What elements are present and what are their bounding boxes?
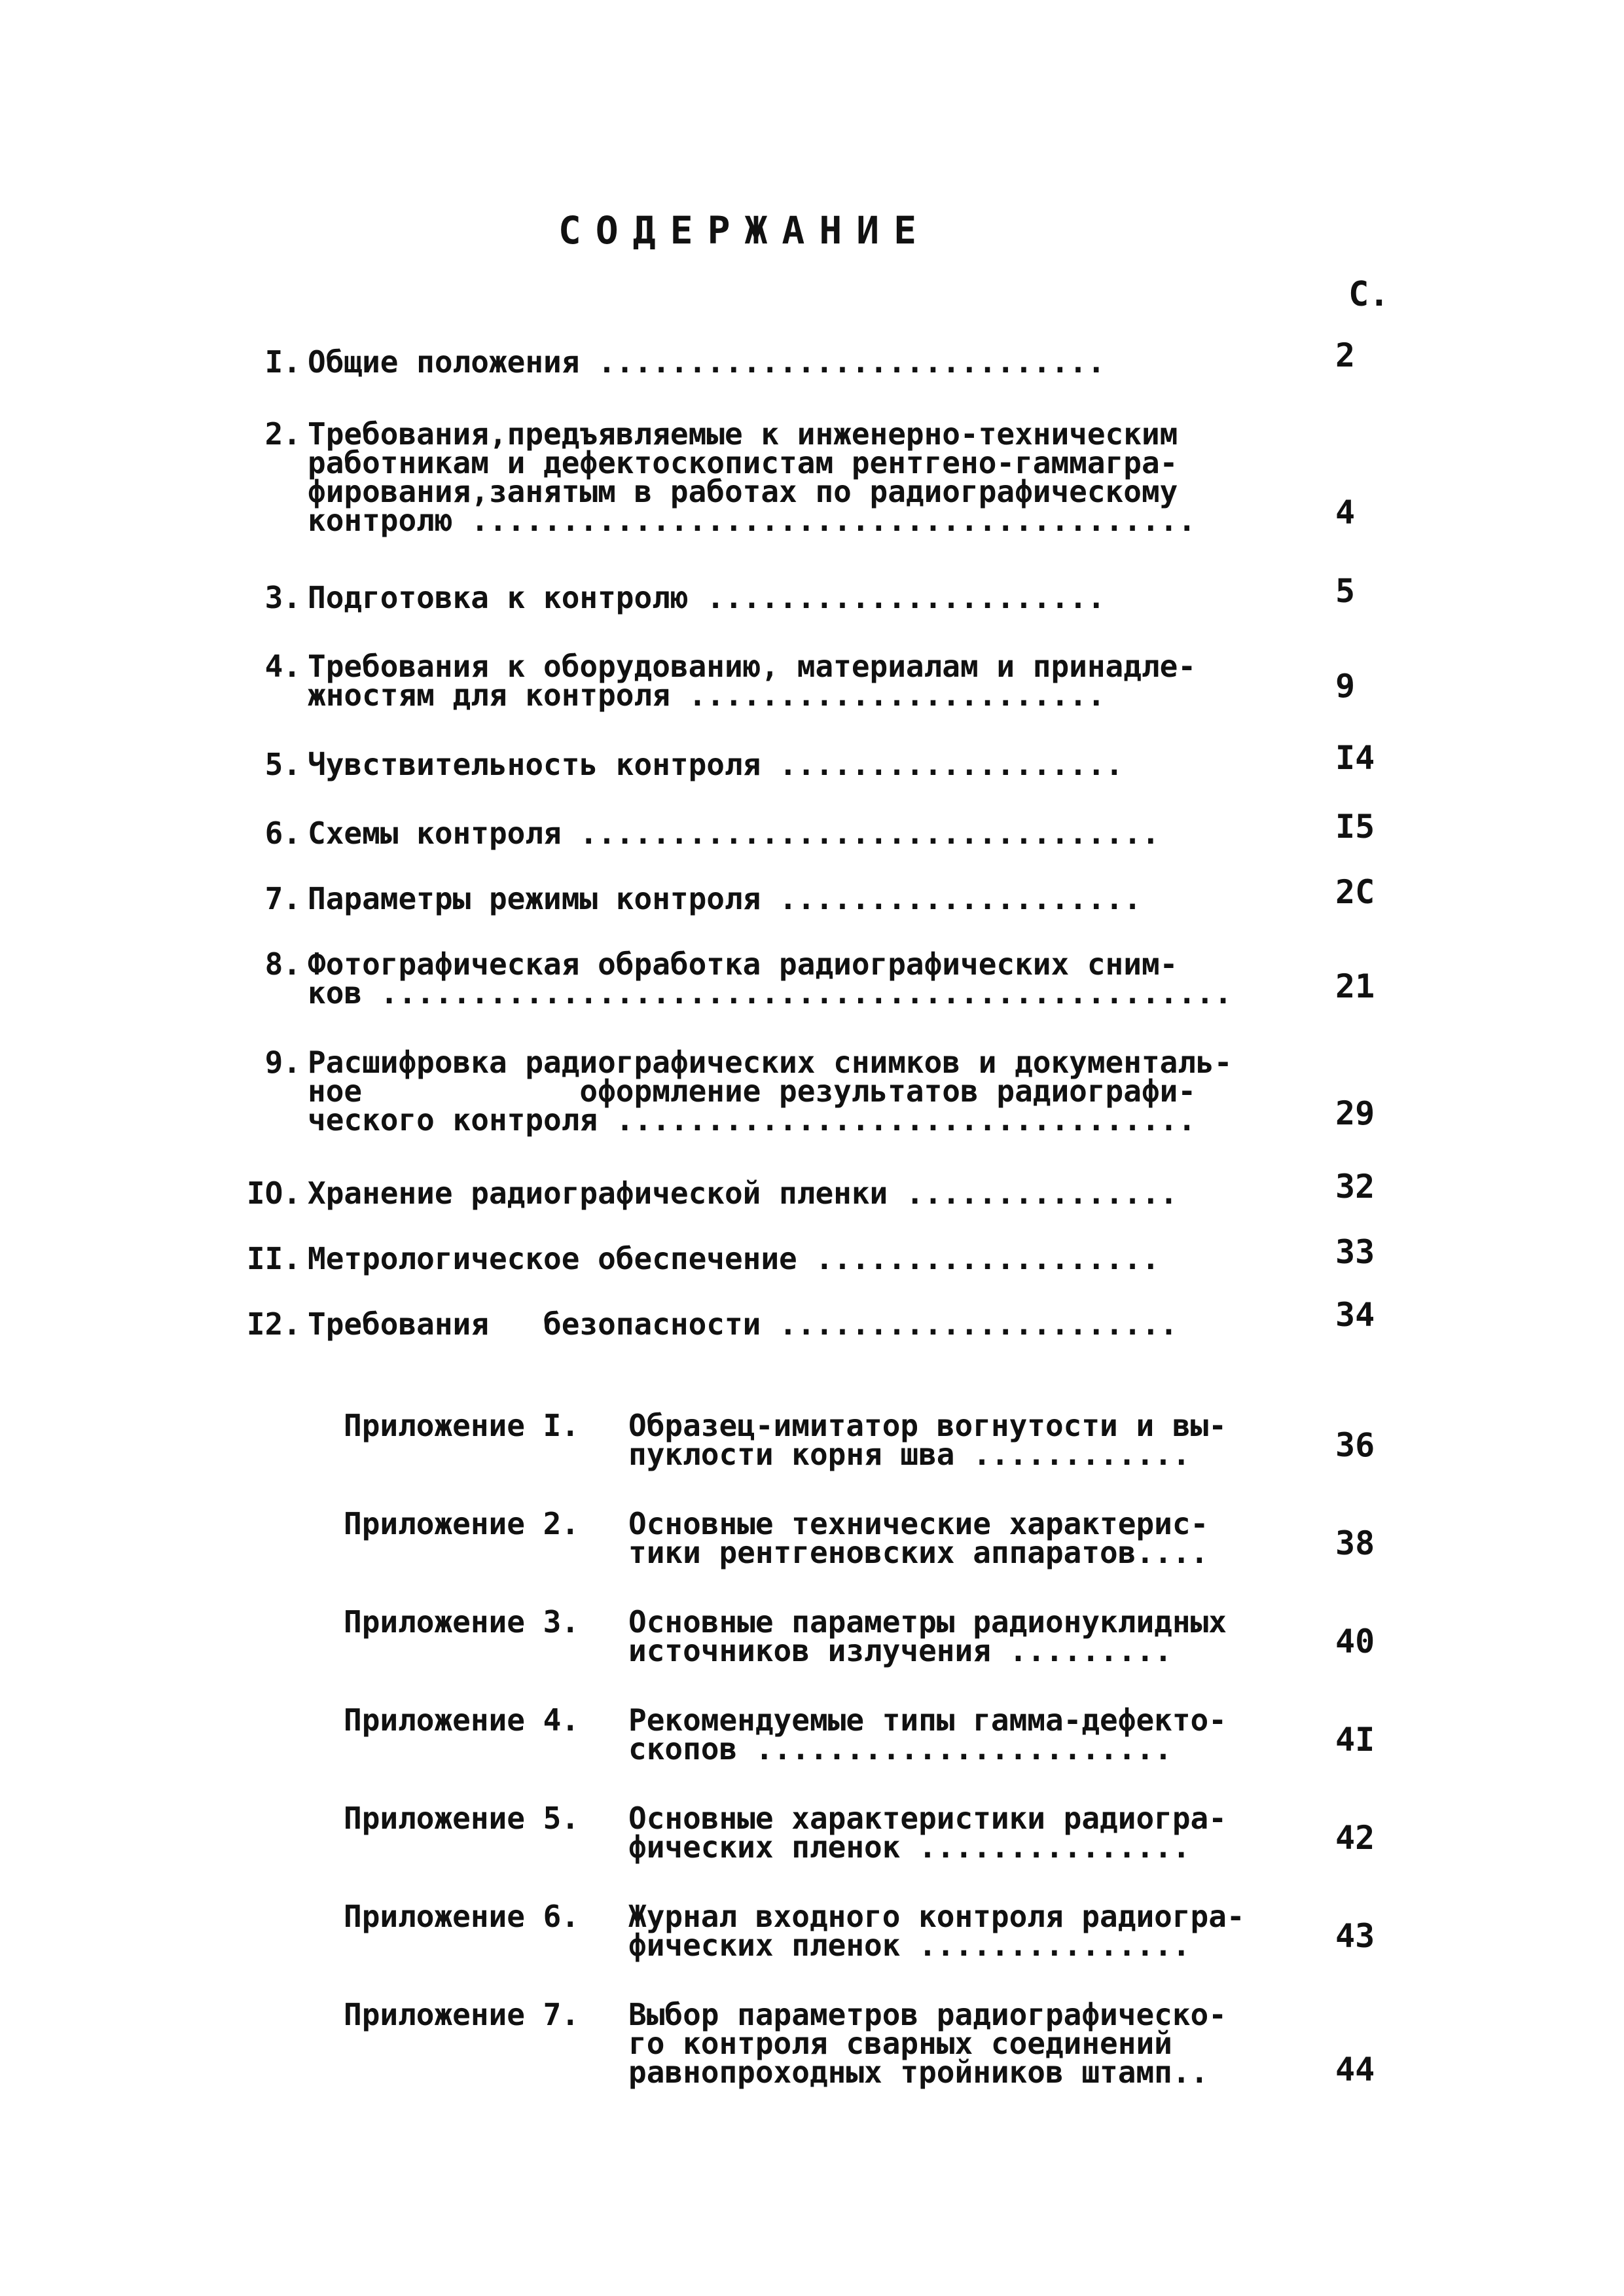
entry-title-line: Схемы контроля ................................ (308, 816, 1160, 851)
entry-page: 4 (1335, 493, 1356, 531)
entry-number: 3. (264, 580, 301, 615)
entry-number: 5. (264, 747, 301, 782)
entry-page: 2С (1335, 873, 1375, 911)
entry-title-line: работникам и дефектоскопистам рентгено-гаммагра- (308, 445, 1178, 480)
appendix-page: 44 (1335, 2051, 1375, 2089)
appendix-title-line: фических пленок ............... (628, 1928, 1191, 1963)
entry-page: 9 (1335, 667, 1356, 705)
entry-number: IO. (246, 1175, 301, 1211)
entry-number: 8. (264, 946, 301, 982)
entry-title-line: Чувствительность контроля ................... (308, 747, 1124, 782)
appendix-label: Приложение 3. (344, 1604, 580, 1640)
appendix-label: Приложение 6. (344, 1899, 580, 1934)
entry-number: 7. (264, 881, 301, 916)
entry-page: 2 (1335, 336, 1356, 374)
appendix-title-line: скопов ....................... (628, 1731, 1172, 1767)
entry-page: I5 (1335, 808, 1375, 846)
entry-number: II. (246, 1241, 301, 1276)
entry-title-line: фирования,занятым в работах по радиографическому (308, 474, 1178, 509)
appendix-page: 40 (1335, 1623, 1375, 1660)
appendix-title-line: равнопроходных тройников штамп.. (628, 2054, 1209, 2090)
entry-number: 4. (264, 649, 301, 684)
entry-number: 9. (264, 1045, 301, 1080)
entry-page: 21 (1335, 967, 1375, 1005)
appendix-title-line: источников излучения ......... (628, 1633, 1172, 1668)
entry-title-line: Метрологическое обеспечение ................... (308, 1241, 1160, 1276)
appendix-page: 43 (1335, 1917, 1375, 1955)
entry-title-line: ное оформление результатов радиографи- (308, 1073, 1197, 1109)
appendix-label: Приложение 7. (344, 1997, 580, 2032)
appendix-title-line: Основные характеристики радиогра- (628, 1801, 1227, 1836)
entry-title-line: Хранение радиографической пленки ............... (308, 1175, 1178, 1211)
entry-page: I4 (1335, 739, 1375, 777)
entry-title-line: Подготовка к контролю ...................... (308, 580, 1106, 615)
entry-page: 34 (1335, 1296, 1375, 1334)
entry-title-line: Требования,предъявляемые к инженерно-техническим (308, 416, 1178, 452)
entry-page: 5 (1335, 572, 1356, 610)
page-column-label: С. (1348, 275, 1390, 314)
entry-title-line: ков ............................................... (308, 975, 1233, 1011)
entry-title-line: ческого контроля ................................ (308, 1102, 1197, 1138)
appendix-title-line: тики рентгеновских аппаратов.... (628, 1535, 1209, 1570)
entry-title-line: Общие положения ............................ (308, 344, 1106, 380)
appendix-label: Приложение 4. (344, 1702, 580, 1738)
entry-title-line: Параметры режимы контроля .................... (308, 881, 1142, 916)
entry-number: I. (264, 344, 301, 380)
entry-title-line: Расшифровка радиографических снимков и документаль- (308, 1045, 1233, 1080)
appendix-label: Приложение I. (344, 1408, 580, 1443)
page-title: СОДЕРЖАНИЕ (558, 208, 931, 253)
appendix-page: 38 (1335, 1524, 1375, 1562)
appendix-title-line: Журнал входного контроля радиогра- (628, 1899, 1245, 1934)
appendix-title-line: пуклости корня шва ............ (628, 1437, 1191, 1472)
appendix-title-line: фических пленок ............... (628, 1829, 1191, 1865)
entry-title-line: жностям для контроля ....................... (308, 677, 1106, 713)
entry-number: 2. (264, 416, 301, 452)
appendix-page: 42 (1335, 1819, 1375, 1857)
appendix-title-line: Выбор параметров радиографическо- (628, 1997, 1227, 2032)
entry-page: 33 (1335, 1233, 1375, 1271)
appendix-title-line: го контроля сварных соединений (628, 2026, 1172, 2061)
appendix-label: Приложение 2. (344, 1506, 580, 1541)
entry-page: 32 (1335, 1168, 1375, 1206)
appendix-page: 4I (1335, 1721, 1375, 1759)
appendix-page: 36 (1335, 1426, 1375, 1464)
appendix-title-line: Основные параметры радионуклидных (628, 1604, 1227, 1640)
entry-title-line: контролю ........................................ (308, 503, 1197, 538)
entry-page: 29 (1335, 1094, 1375, 1132)
entry-title-line: Фотографическая обработка радиографических сним- (308, 946, 1178, 982)
entry-title-line: Требования к оборудованию, материалам и принадле- (308, 649, 1197, 684)
appendix-title-line: Рекомендуемые типы гамма-дефекто- (628, 1702, 1227, 1738)
entry-title-line: Требования безопасности ...................... (308, 1306, 1178, 1342)
appendix-title-line: Образец-имитатор вогнутости и вы- (628, 1408, 1227, 1443)
appendix-label: Приложение 5. (344, 1801, 580, 1836)
entry-number: I2. (246, 1306, 301, 1342)
appendix-title-line: Основные технические характерис- (628, 1506, 1209, 1541)
entry-number: 6. (264, 816, 301, 851)
